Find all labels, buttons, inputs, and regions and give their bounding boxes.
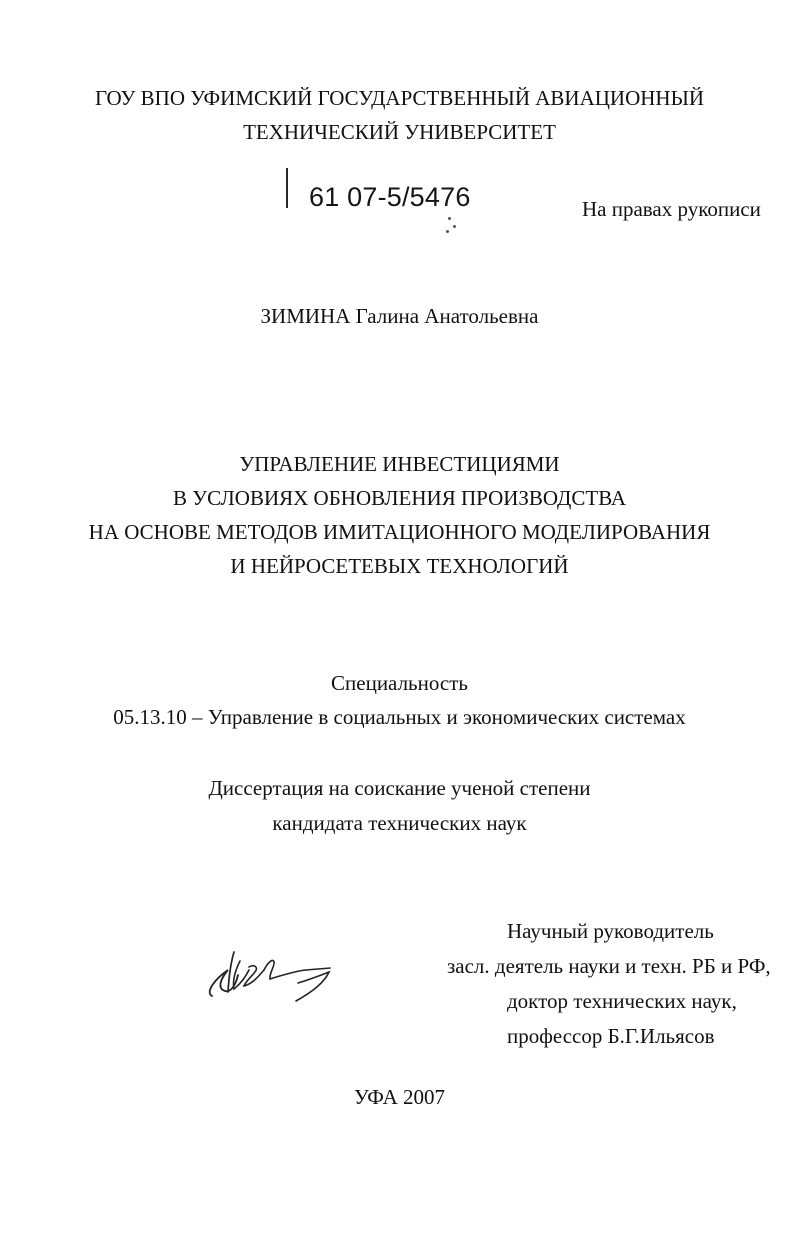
supervisor-title: Научный руководитель: [507, 919, 714, 943]
author-name: ЗИМИНА Галина Анатольевна: [260, 304, 539, 328]
stamp-margin-mark: [286, 168, 288, 208]
speciality-code: 05.13.10 – Управление в социальных и экономических системах: [113, 705, 686, 729]
dissertation-title-line-1: УПРАВЛЕНИЕ ИНВЕСТИЦИЯМИ: [239, 452, 560, 476]
dissertation-title-line-3: НА ОСНОВЕ МЕТОДОВ ИМИТАЦИОННОГО МОДЕЛИРОВАНИЯ: [88, 520, 711, 544]
institution-line-1: ГОУ ВПО УФИМСКИЙ ГОСУДАРСТВЕННЫЙ АВИАЦИОННЫЙ: [94, 86, 705, 110]
degree-line-1: Диссертация на соискание ученой степени: [208, 776, 591, 800]
dissertation-title-line-2: В УСЛОВИЯХ ОБНОВЛЕНИЯ ПРОИЗВОДСТВА: [172, 486, 627, 510]
dissertation-title-line-4: И НЕЙРОСЕТЕВЫХ ТЕХНОЛОГИЙ: [230, 554, 569, 578]
scan-speck: [448, 217, 451, 220]
scan-speck: [453, 225, 456, 228]
institution-line-2: ТЕХНИЧЕСКИЙ УНИВЕРСИТЕТ: [243, 120, 556, 144]
scan-speck: [446, 230, 449, 233]
speciality-label: Специальность: [331, 671, 468, 695]
supervisor-degree: доктор технических наук,: [507, 989, 737, 1013]
handwritten-signature: [198, 944, 340, 1006]
city-and-year: УФА 2007: [354, 1085, 445, 1109]
supervisor-block: [447, 918, 771, 1058]
manuscript-rights-note: На правах рукописи: [582, 197, 761, 221]
degree-line-2: кандидата технических наук: [272, 811, 527, 835]
supervisor-honorary-title: засл. деятель науки и техн. РБ и РФ,: [447, 954, 771, 978]
library-stamp-number: 61 07-5/5476: [309, 182, 471, 212]
supervisor-name: профессор Б.Г.Ильясов: [507, 1024, 715, 1048]
